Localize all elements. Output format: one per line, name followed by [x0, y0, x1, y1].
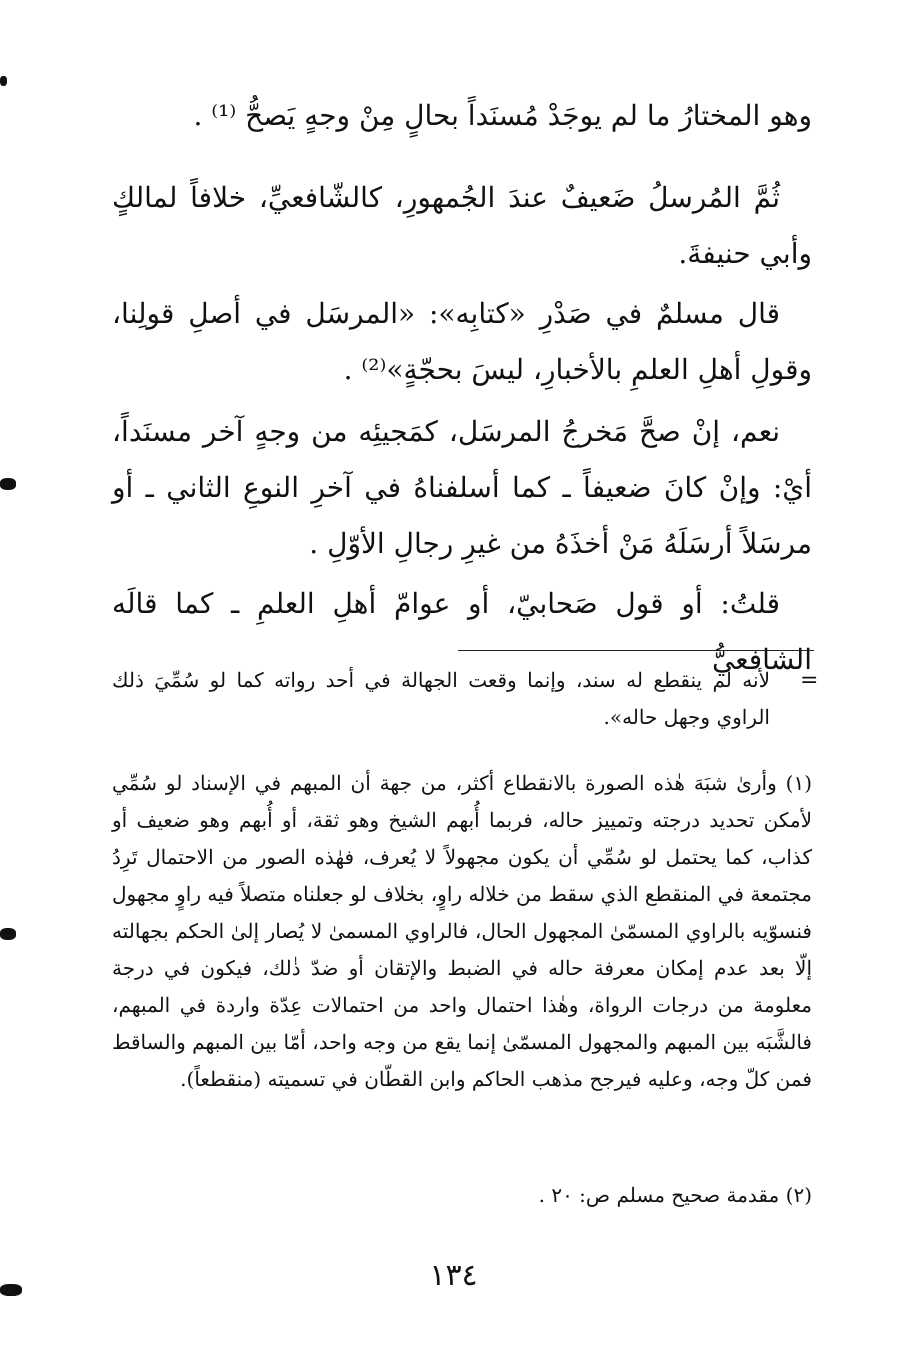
footnote-2	[112, 1177, 812, 1214]
paragraph-text: نعم، إنْ صحَّ مَخرجُ المرسَل، كمَجيئِه من وجهٍ آخر مسنَداً، أيْ: وإنْ كانَ ضعيفاً ـ كما أسلفناهُ في آخرِ النوعِ الثاني ـ أو مرسَلاً أرسَلَهُ مَنْ أخذَهُ من غيرِ رجالِ الأوّلِ .	[112, 415, 812, 560]
paragraph-text: قلتُ: أو قول صَحابيّ، أو عوامّ أهلِ العلمِ ـ كما قالَه الشافعيُّ	[112, 587, 812, 676]
footnote-text: (١) وأرىٰ شبَهَ هٰذه الصورة بالانقطاع أكثر، من جهة أن المبهم في الإسناد لو سُمِّي لأمكن تحديد درجته وتمييز حاله، فربما أُبهم الشيخ وهو ثقة، أو أُبهم وهو ضعيف أو كذاب، كما يحتمل لو سُمِّي أن يكون مجهولاً لا يُعرف، فهٰذه الصور من الاحتمال تَرِدُ مجتمعة في المنقطع الذي سقط من خلاله راوٍ، بخلاف لو جعلناه متصلاً فيه راوٍ مجهول فنسوّيه بالراوي المسمّىٰ المجهول الحال، فالراوي المسمىٰ لا يُصار إلىٰ الحكم بجهالته إلّا بعد عدم إمكان معرفة حاله في الضبط والإتقان أو ضدّ ذٰلك، فيكون في درجة معلومة من درجات الرواة، وهٰذا احتمال واحد من احتمالات عِدّة واردة في المبهم، فالشَّبَه بين المبهم والمجهول المسمّىٰ إنما يقع من وجه واحد، أمّا بين المبهم والساقط فمن كلّ وجه، وعليه فيرجح مذهب الحاكم وابن القطّان في تسميته (منقطعاً).	[112, 771, 812, 1091]
scan-mark	[0, 478, 16, 490]
body-paragraph-2	[112, 170, 812, 282]
footnote-separator	[458, 650, 814, 651]
footnote-text: (٢) مقدمة صحيح مسلم ص: ٢٠ .	[538, 1183, 812, 1207]
body-paragraph-1	[112, 88, 812, 144]
footnote-continuation-mark: =	[800, 668, 819, 693]
footnote-text: لأنه لم ينقطع له سند، وإنما وقعت الجهالة في أحد رواته كما لو سُمِّيَ ذلك الراوي وجهل حاله».	[112, 668, 770, 729]
scan-mark	[0, 76, 7, 86]
scan-mark	[0, 1284, 22, 1296]
paragraph-text: قال مسلمٌ في صَدْرِ «كتابِه»: «المرسَل في أصلِ قولِنا، وقولِ أهلِ العلمِ بالأخبارِ، ليسَ بحجّةٍ»⁽²⁾ .	[112, 297, 812, 386]
paragraph-text: وهو المختارُ ما لم يوجَدْ مُسنَداً بحالٍ مِنْ وجهٍ يَصحُّ ⁽¹⁾ .	[193, 99, 812, 132]
page-number: ١٣٤	[429, 1258, 478, 1293]
paragraph-text: ثُمَّ المُرسلُ ضَعيفٌ عندَ الجُمهورِ، كالشّافعيِّ، خلافاً لمالكٍ وأبي حنيفةَ.	[112, 181, 812, 270]
footnote-continuation	[112, 662, 812, 736]
footnote-1	[112, 765, 812, 1098]
scan-mark	[0, 928, 16, 940]
body-paragraph-3	[112, 286, 812, 398]
body-paragraph-4	[112, 404, 812, 572]
